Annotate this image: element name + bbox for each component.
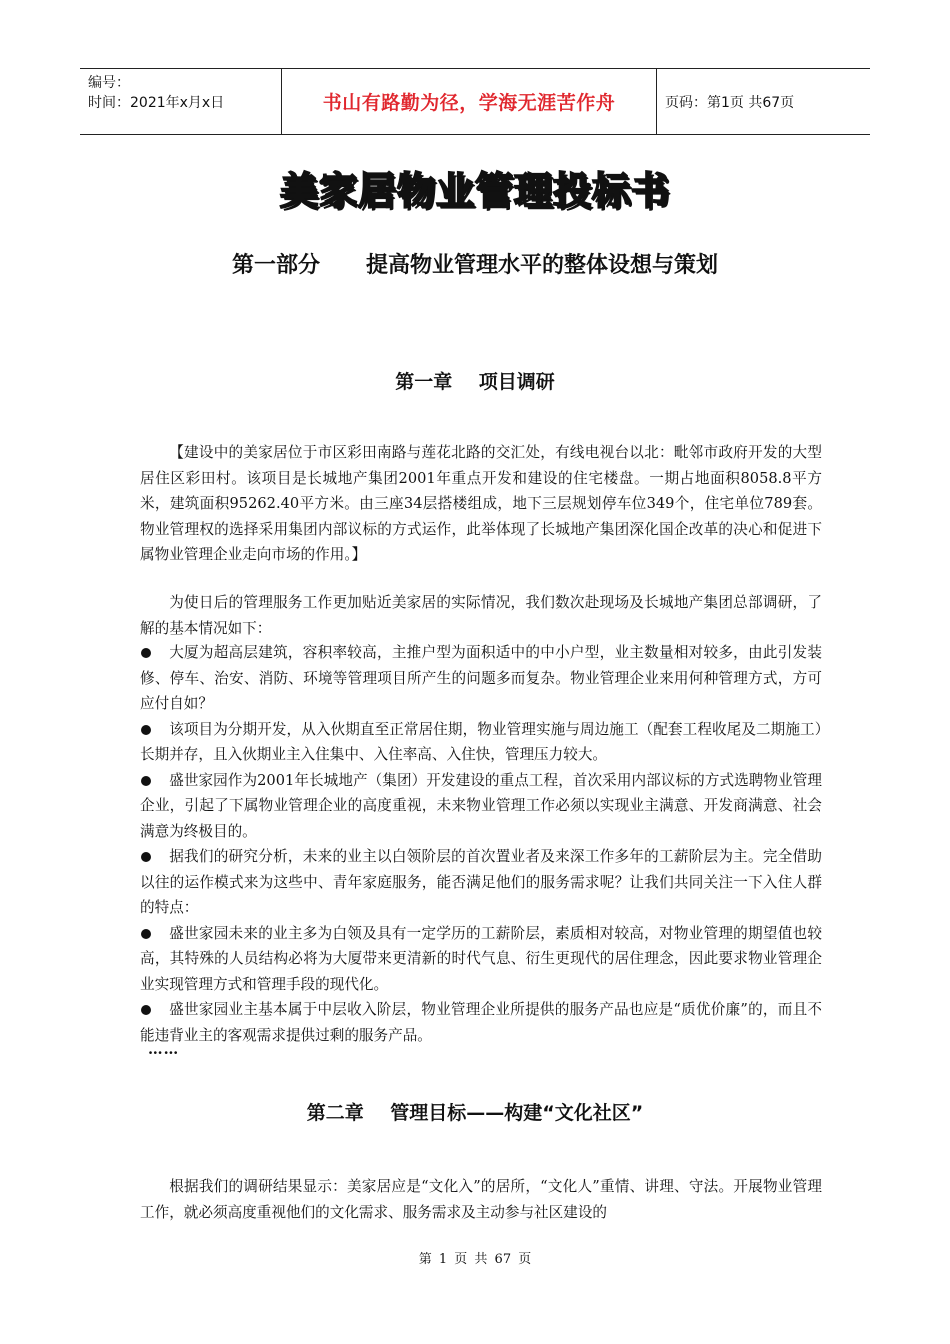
chapter1-intro-paragraph: 【建设中的美家居位于市区彩田南路与莲花北路的交汇处，有线电视台以北：毗邻市政府开发的大型居住区彩田村。该项目是长城地产集团2001年重点开发和建设的住宅楼盘。一期占地面积8058.8平方米，建筑面积95262.40平方米。由三座34层搭楼组成，地下三层规划停车位349个，住宅单位789套。物业管理权的选择采用集团内部议标的方式运作，此举体现了长城地产集团深化国企改革的决心和促进下属物业管理企业走向市场的作用。】 bbox=[140, 444, 822, 563]
chapter1-title: 第一章 项目调研 bbox=[395, 371, 555, 393]
page-info: 页码：第1页 共67页 bbox=[665, 94, 795, 111]
list-item-text: 该项目为分期开发，从入伙期直至正常居住期，物业管理实施与周边施工（配套工程收尾及二期施工）长期并存，且入伙期业主入住集中、入住率高、入住快，管理压力较大。 bbox=[140, 720, 822, 763]
bullet-dot-icon bbox=[141, 929, 151, 939]
chapter2-title: 第二章 管理目标——构建“文化社区” bbox=[306, 1102, 644, 1124]
bullet-dot-icon bbox=[141, 776, 151, 786]
header-page-cell bbox=[657, 69, 870, 134]
date-label: 时间：2021年x月x日 bbox=[88, 95, 225, 111]
bullet-dot-icon bbox=[141, 1005, 151, 1015]
list-item bbox=[140, 640, 822, 717]
bullet-dot-icon bbox=[141, 852, 151, 862]
bullet-dot-icon bbox=[141, 725, 151, 735]
list-item-text: 据我们的研究分析，未来的业主以白领阶层的首次置业者及来深工作多年的工薪阶层为主。完全借助以往的运作模式来为这些中、青年家庭服务，能否满足他们的服务需求呢？让我们共同关注一下入住人群的特点： bbox=[140, 848, 822, 916]
part-title: 第一部分 提高物业管理水平的整体设想与策划 bbox=[232, 253, 718, 278]
header-table bbox=[80, 68, 870, 135]
bullet-dot-icon bbox=[141, 648, 151, 658]
page-footer: 第 1 页 共 67 页 bbox=[418, 1252, 532, 1267]
ellipsis: …… bbox=[148, 1041, 180, 1058]
header-motto-cell bbox=[282, 69, 657, 134]
list-item bbox=[140, 921, 822, 998]
chapter1-lead-paragraph: 为使日后的管理服务工作更加贴近美家居的实际情况，我们数次赴现场及长城地产集团总部调研，了解的基本情况如下： bbox=[140, 594, 822, 637]
list-item-text: 盛世家园业主基本属于中层收入阶层，物业管理企业所提供的服务产品也应是“质优价廉”的，而且不能违背业主的客观需求提供过剩的服务产品。 bbox=[140, 1001, 822, 1044]
motto-text: 书山有路勤为径，学海无涯苦作舟 bbox=[322, 92, 616, 114]
findings-list bbox=[140, 640, 822, 1048]
list-item-text: 大厦为超高层建筑，容积率较高，主推户型为面积适中的中小户型，业主数量相对较多，由此引发装修、停车、治安、消防、环境等管理项目所产生的问题多而复杂。物业管理企业来用何种管理方式，方可应付自如？ bbox=[140, 644, 822, 712]
list-item bbox=[140, 844, 822, 921]
list-item bbox=[140, 997, 822, 1048]
header-meta-cell bbox=[80, 69, 282, 134]
list-item bbox=[140, 768, 822, 845]
list-item-text: 盛世家园作为2001年长城地产（集团）开发建设的重点工程，首次采用内部议标的方式选聘物业管理企业，引起了下属物业管理企业的高度重视，未来物业管理工作必须以实现业主满意、开发商满意、社会满意为终极目的。 bbox=[140, 771, 822, 840]
number-label: 编号： bbox=[88, 75, 130, 91]
document-title: 美家居物业管理投标书 bbox=[279, 169, 670, 213]
list-item bbox=[140, 717, 822, 768]
chapter2-paragraph: 根据我们的调研结果显示：美家居应是“文化入”的居所，“文化人”重情、讲理、守法。开展物业管理工作，就必须高度重视他们的文化需求、服务需求及主动参与社区建设的 bbox=[140, 1178, 822, 1221]
list-item-text: 盛世家园未来的业主多为白领及具有一定学历的工薪阶层，素质相对较高，对物业管理的期望值也较高，其特殊的人员结构必将为大厦带来更清新的时代气息、衍生更现代的居住理念，因此要求物业管理企业实现管理方式和管理手段的现代化。 bbox=[140, 924, 822, 993]
